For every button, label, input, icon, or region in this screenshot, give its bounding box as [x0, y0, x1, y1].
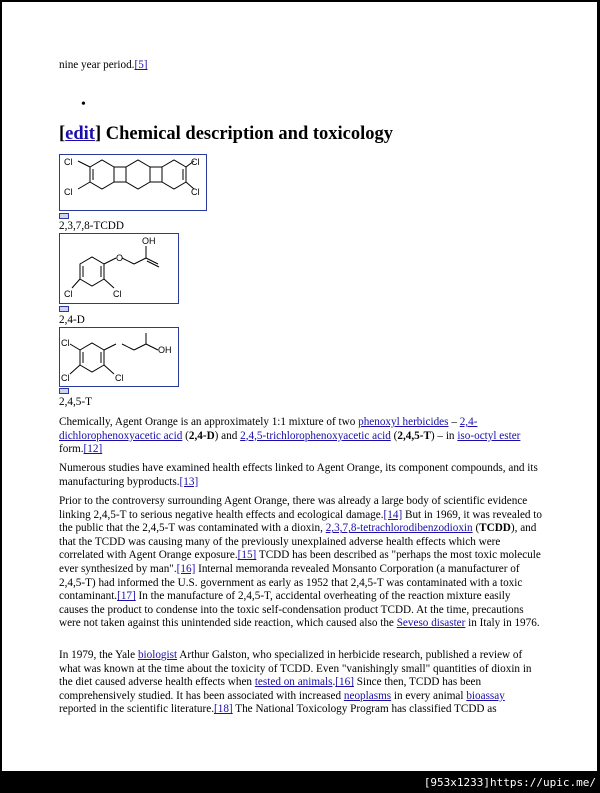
- ref-link[interactable]: [17]: [117, 590, 136, 603]
- atom-label: Cl: [64, 157, 73, 167]
- enlarge-icon[interactable]: [59, 306, 69, 312]
- paragraph-galston: In 1979, the Yale biologist Arthur Galston, who specialized in herbicide research, published a review of what was known at the time about the toxicity of TCDD. Even "vanishingly small" quantities of dioxin in the diet caused adverse health effects when tested on animals.[16] Since then, TCDD has been comprehensively studied. It has been associated with increased neoplasms in every animal bioassay reported in the scientific literature.[18] The National Toxicology Program has classified TCDD as: [59, 649, 532, 716]
- ref-link[interactable]: [18]: [214, 703, 233, 716]
- 24d-structure-drawing: [60, 234, 177, 302]
- tcdd-link[interactable]: 2,3,7,8-tetrachlorodibenzodioxin: [325, 522, 473, 535]
- 24d-link[interactable]: 2,4-dichlorophenoxyacetic acid: [59, 416, 478, 442]
- atom-label: Cl: [61, 338, 70, 348]
- 245t-caption: 2,4,5-T: [59, 396, 92, 408]
- seveso-disaster-link[interactable]: Seveso disaster: [396, 617, 466, 630]
- ref-link[interactable]: [12]: [83, 443, 103, 456]
- atom-label: OH: [142, 236, 156, 246]
- biologist-link[interactable]: biologist: [137, 649, 178, 661]
- ref-link[interactable]: [5]: [134, 59, 148, 71]
- tcdd-structure-image[interactable]: [59, 154, 207, 211]
- phenoxyl-herbicides-link[interactable]: phenoxyl herbicides: [358, 416, 449, 428]
- paragraph-studies: Numerous studies have examined health effects linked to Agent Orange, its component compounds, and its manufacturing byproducts.[13]: [59, 462, 538, 488]
- atom-label: O: [116, 253, 124, 263]
- paragraph-controversy: Prior to the controversy surrounding Agent Orange, there was already a large body of scientific evidence linking 2,4,5-T to serious negative health effects and ecological damage.[14] But in 1969, it was revealed to the public that the 2,4,5-T was contaminated with a dioxin, 2,3,7,8-tetrachlorodibenzodioxin (TCDD), and that the TCDD was causing many of the previously unexplained adverse health effects which were correlated with Agent Orange exposure.[15] TCDD has been described as "perhaps the most toxic molecule ever synthesized by man".[16] Internal memoranda revealed Monsanto Corporation (a manufacturer of 2,4,5-T) had informed the U.S. government as early as 1952 that 2,4,5-T was contaminated with a toxic contaminant.[17] In the manufacture of 2,4,5-T, accidental overheating of the reaction mixture easily causes the product to condense into the toxic self-condensation product TCDD. At the time, precautions were not taken against this unintended side reaction, which caused also the Seveso disaster in Italy in 1976.: [59, 495, 543, 630]
- paragraph-mixture: Chemically, Agent Orange is an approximately 1:1 mixture of two phenoxyl herbicides – 2,4-dichlorophenoxyacetic acid (2,4-D) and 2,4,5-trichlorophenoxyacetic acid (2,4,5-T) – in iso-octyl ester form.[12]: [59, 416, 521, 456]
- atom-label: Cl: [191, 187, 200, 197]
- enlarge-icon[interactable]: [59, 213, 69, 219]
- bullet: •: [81, 97, 86, 112]
- atom-label: Cl: [113, 289, 122, 299]
- image-host-watermark: [953x1233]https://upic.me/: [423, 776, 596, 789]
- enlarge-icon[interactable]: [59, 388, 69, 394]
- section-heading: [edit] Chemical description and toxicology: [59, 124, 394, 144]
- atom-label: Cl: [64, 289, 73, 299]
- atom-label: Cl: [191, 157, 200, 167]
- edit-link[interactable]: edit: [65, 124, 95, 144]
- ref-link[interactable]: [14]: [383, 508, 403, 521]
- document-page: [2, 2, 597, 771]
- atom-label: Cl: [115, 373, 124, 383]
- 245t-structure-drawing: [60, 328, 177, 385]
- 24d-structure-image[interactable]: [59, 233, 179, 304]
- atom-label: Cl: [61, 373, 70, 383]
- ref-link[interactable]: [16]: [335, 676, 354, 689]
- atom-label: Cl: [64, 187, 73, 197]
- 24d-caption: 2,4-D: [59, 314, 85, 326]
- ref-link[interactable]: [16]: [176, 562, 196, 575]
- tcdd-caption: 2,3,7,8-TCDD: [59, 220, 124, 232]
- 245t-link[interactable]: 2,4,5-trichlorophenoxyacetic acid: [240, 429, 391, 442]
- iso-octyl-ester-link[interactable]: iso-octyl ester: [457, 429, 521, 442]
- tested-on-animals-link[interactable]: tested on animals: [254, 676, 333, 689]
- tcdd-structure-drawing: [60, 155, 205, 209]
- ref-link[interactable]: [15]: [237, 549, 257, 562]
- bioassay-link[interactable]: bioassay: [466, 689, 505, 702]
- intro-fragment: nine year period.[5]: [59, 59, 148, 71]
- ref-link[interactable]: [13]: [179, 475, 199, 488]
- 245t-structure-image[interactable]: [59, 327, 179, 387]
- neoplasms-link[interactable]: neoplasms: [343, 689, 392, 702]
- atom-label: OH: [158, 345, 172, 355]
